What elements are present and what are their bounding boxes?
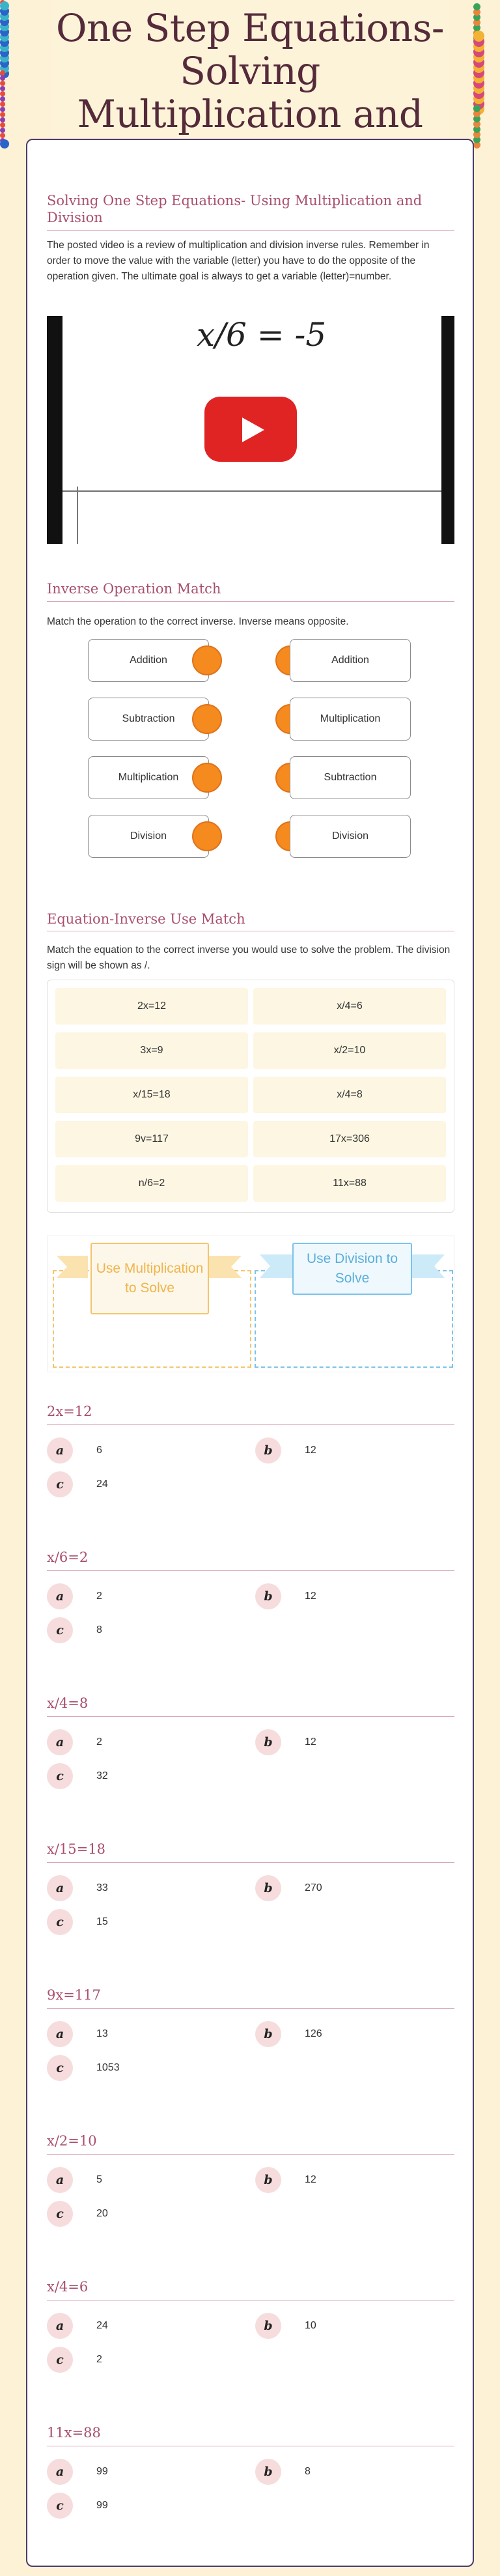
confetti-dot (0, 112, 5, 117)
equation-match-cell[interactable]: x/15=18 (55, 1077, 248, 1113)
option-value: 12 (305, 2174, 316, 2185)
option-letter-badge: b (255, 2313, 281, 2339)
confetti-dot (0, 76, 5, 81)
equation-match-cell[interactable]: 2x=12 (55, 988, 248, 1025)
confetti-dot (0, 139, 9, 149)
option-value: 32 (96, 1770, 108, 1781)
question-title: 11x=88 (47, 2425, 101, 2441)
option-letter-badge: c (47, 1471, 73, 1497)
answer-option[interactable] (47, 2021, 108, 2047)
answer-option[interactable] (47, 2459, 108, 2485)
option-value: 5 (96, 2174, 102, 2185)
option-value: 24 (96, 1479, 108, 1490)
option-letter-badge: a (47, 1583, 73, 1609)
option-value: 2 (96, 1736, 102, 1748)
match-left-item[interactable]: Addition (88, 639, 209, 682)
answer-option[interactable] (47, 1617, 102, 1643)
option-letter-badge: b (255, 2459, 281, 2485)
play-icon[interactable] (204, 397, 297, 462)
match-right-item[interactable]: Division (290, 815, 411, 858)
multiplication-label-card[interactable]: Use Multiplication to Solve (90, 1243, 209, 1314)
answer-option[interactable] (47, 1763, 108, 1789)
section-divider (47, 1862, 454, 1863)
answer-option[interactable] (47, 1729, 102, 1755)
worksheet-card (26, 139, 474, 2567)
video-frame-equation: x/6 = -5 (197, 316, 327, 354)
option-value: 99 (96, 2466, 108, 2477)
match-connector-left[interactable] (192, 763, 222, 793)
confetti-dot (0, 107, 5, 112)
option-letter-badge: a (47, 1437, 73, 1464)
confetti-dot (0, 133, 5, 138)
answer-option[interactable] (255, 2021, 322, 2047)
answer-option[interactable] (47, 2167, 102, 2193)
option-value: 2 (96, 1591, 102, 1602)
answer-option[interactable] (255, 2459, 311, 2485)
question-title: x/4=8 (47, 1695, 89, 1711)
option-letter-badge: a (47, 2459, 73, 2485)
answer-option[interactable] (255, 2313, 316, 2339)
option-value: 126 (305, 2028, 322, 2039)
video-letterbox-left (47, 316, 62, 544)
match-connector-left[interactable] (192, 645, 222, 675)
option-value: 8 (96, 1624, 102, 1635)
inverse-match-instructions: Match the operation to the correct inverse. Inverse means opposite. (47, 616, 349, 627)
option-letter-badge: a (47, 2313, 73, 2339)
confetti-dot (0, 102, 5, 107)
option-value: 99 (96, 2500, 108, 2511)
option-value: 12 (305, 1736, 316, 1748)
option-value: 8 (305, 2466, 311, 2477)
option-letter-badge: b (255, 1875, 281, 1901)
option-value: 1053 (96, 2062, 120, 2073)
option-letter-badge: a (47, 2167, 73, 2193)
equation-match-cell[interactable]: x/4=8 (253, 1077, 446, 1113)
answer-option[interactable] (255, 1729, 316, 1755)
page-header (51, 0, 449, 139)
option-value: 24 (96, 2320, 108, 2331)
equation-match-cell[interactable]: x/2=10 (253, 1032, 446, 1069)
match-right-item[interactable]: Multiplication (290, 698, 411, 741)
answer-option[interactable] (47, 1909, 108, 1935)
video-frame-line (62, 490, 441, 492)
inverse-match-title: Inverse Operation Match (47, 581, 221, 597)
confetti-dot (0, 1, 9, 10)
section-divider (47, 1716, 454, 1717)
confetti-dot (473, 31, 484, 42)
question-title: x/15=18 (47, 1841, 105, 1857)
division-label-card[interactable]: Use Division to Solve (292, 1243, 412, 1295)
option-letter-badge: b (255, 2167, 281, 2193)
equation-match-cell[interactable]: n/6=2 (55, 1165, 248, 1202)
equation-match-cell[interactable]: 9v=117 (55, 1121, 248, 1157)
equation-match-cell[interactable]: x/4=6 (253, 988, 446, 1025)
option-letter-badge: b (255, 1583, 281, 1609)
section-divider (47, 1570, 454, 1571)
confetti-dot (0, 81, 5, 86)
option-letter-badge: b (255, 1437, 281, 1464)
answer-option[interactable] (47, 1583, 102, 1609)
answer-option[interactable] (47, 2313, 108, 2339)
question-title: 2x=12 (47, 1404, 92, 1419)
option-letter-badge: b (255, 2021, 281, 2047)
option-letter-badge: c (47, 2201, 73, 2227)
equation-match-grid (47, 980, 454, 1213)
answer-option[interactable] (47, 1437, 102, 1464)
video-section-title: Solving One Step Equations- Using Multiplication and Division (47, 193, 423, 225)
question-title: x/4=6 (47, 2279, 89, 2295)
confetti-dot (0, 70, 5, 76)
match-right-item[interactable]: Subtraction (290, 756, 411, 799)
video-player[interactable] (47, 316, 454, 544)
option-letter-badge: c (47, 2347, 73, 2373)
page-title: One Step Equations- Solving Multiplication and (56, 6, 444, 136)
answer-option[interactable] (255, 1875, 322, 1901)
section-divider (47, 601, 454, 602)
confetti-dot (473, 3, 480, 10)
option-letter-badge: c (47, 1909, 73, 1935)
match-left-item[interactable]: Division (88, 815, 209, 858)
equation-match-instructions: Match the equation to the correct inverse you would use to solve the problem. The division sign will be shown as /. (47, 944, 451, 971)
option-letter-badge: a (47, 2021, 73, 2047)
section-divider (47, 2008, 454, 2009)
equation-match-cell[interactable]: 3x=9 (55, 1032, 248, 1069)
answer-option[interactable] (255, 2167, 316, 2193)
option-value: 15 (96, 1916, 108, 1927)
answer-option[interactable] (47, 2055, 120, 2081)
option-letter-badge: c (47, 1763, 73, 1789)
confetti-dot (0, 96, 5, 102)
match-left-item[interactable]: Multiplication (88, 756, 209, 799)
option-letter-badge: c (47, 1617, 73, 1643)
equation-match-cell[interactable]: 17x=306 (253, 1121, 446, 1157)
confetti-dot (0, 91, 5, 96)
confetti-dot (473, 105, 480, 112)
confetti-dot (0, 128, 5, 133)
answer-option[interactable] (47, 2347, 102, 2373)
match-connector-left[interactable] (192, 704, 222, 734)
answer-option[interactable] (47, 2201, 108, 2227)
answer-option[interactable] (47, 1471, 108, 1497)
match-connector-left[interactable] (192, 821, 222, 851)
option-value: 13 (96, 2028, 108, 2039)
match-left-item[interactable]: Subtraction (88, 698, 209, 741)
answer-option[interactable] (47, 2493, 108, 2519)
match-right-item[interactable]: Addition (290, 639, 411, 682)
option-value: 12 (305, 1591, 316, 1602)
option-value: 10 (305, 2320, 316, 2331)
answer-option[interactable] (255, 1583, 316, 1609)
option-value: 2 (96, 2354, 102, 2365)
answer-option[interactable] (255, 1437, 316, 1464)
question-title: x/6=2 (47, 1550, 89, 1565)
option-letter-badge: c (47, 2493, 73, 2519)
video-description: The posted video is a review of multiplication and division inverse rules. Remember in order to move the value with the variable (letter) you have to do the opposite of the operation given. The ultimate goal is always to get a variable (letter)=number. (47, 240, 430, 282)
option-value: 270 (305, 1882, 322, 1893)
option-letter-badge: b (255, 1729, 281, 1755)
sort-activity (47, 1236, 454, 1372)
option-value: 33 (96, 1882, 108, 1893)
confetti-dot (0, 86, 5, 91)
confetti-dot (0, 117, 5, 122)
equation-match-title: Equation-Inverse Use Match (47, 911, 245, 927)
equation-match-cell[interactable]: 11x=88 (253, 1165, 446, 1202)
section-divider (47, 1424, 454, 1425)
confetti-dot (0, 122, 5, 128)
section-divider (47, 2154, 454, 2155)
option-letter-badge: a (47, 1729, 73, 1755)
option-value: 12 (305, 1445, 316, 1456)
question-title: x/2=10 (47, 2133, 97, 2149)
option-value: 6 (96, 1445, 102, 1456)
video-frame-line-vertical (77, 487, 78, 544)
answer-option[interactable] (47, 1875, 108, 1901)
option-letter-badge: c (47, 2055, 73, 2081)
option-letter-badge: a (47, 1875, 73, 1901)
video-letterbox-right (441, 316, 454, 544)
option-value: 20 (96, 2208, 108, 2219)
section-divider (47, 230, 454, 231)
question-title: 9x=117 (47, 1987, 101, 2003)
